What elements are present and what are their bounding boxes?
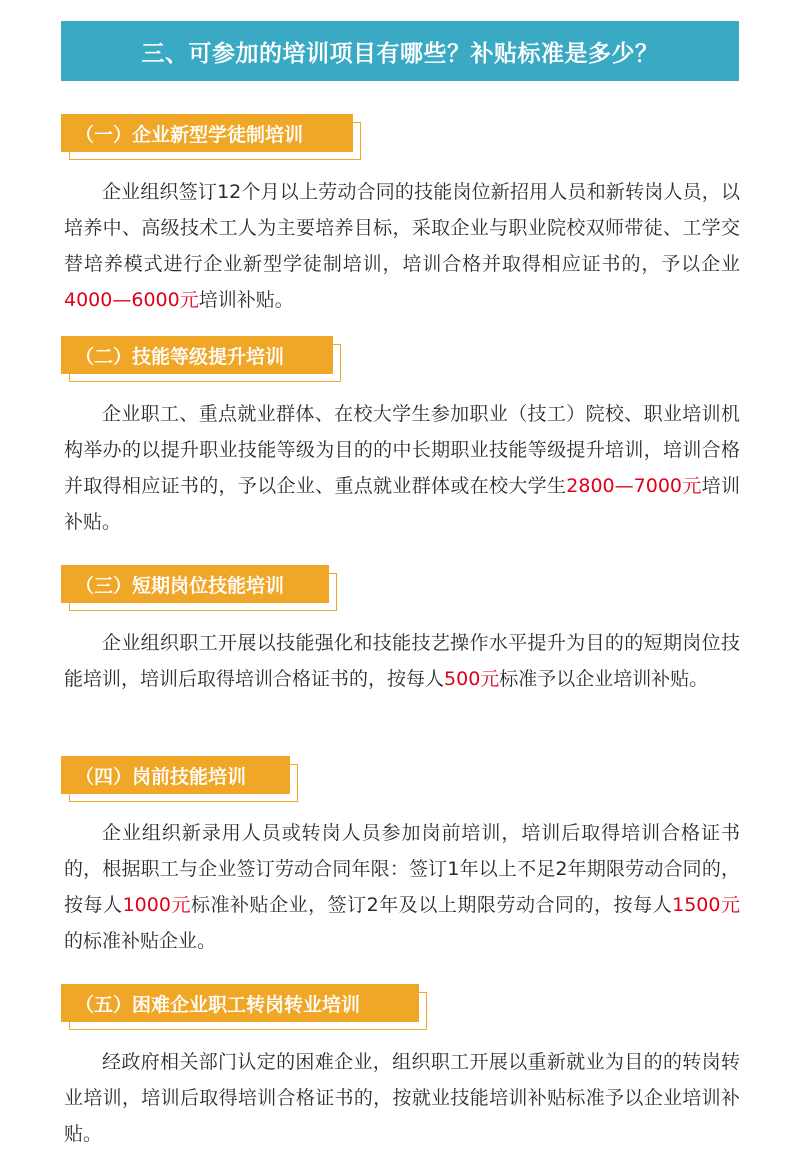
section-heading-label: （二）技能等级提升培训 <box>61 336 333 374</box>
section-paragraph-5: 经政府相关部门认定的困难企业，组织职工开展以重新就业为目的的转岗转业培训，培训后取得培训合格证书的，按就业技能培训补贴标准予以企业培训补贴。 <box>64 1051 740 1145</box>
subsidy-amount-2: 1500元 <box>672 894 741 916</box>
section-heading-5 <box>61 984 419 1022</box>
section-paragraph-4: 企业组织新录用人员或转岗人员参加岗前培训，培训后取得培训合格证书的，根据职工与企业签订劳动合同年限：签订1年以上不足2年期限劳动合同的，按每人1000元标准补贴企业，签订2年及以上期限劳动合同的，按每人1500元的标准补贴企业。 <box>64 822 741 952</box>
page-title: 三、可参加的培训项目有哪些？补贴标准是多少？ <box>141 40 659 67</box>
section-paragraph-3: 企业组织职工开展以技能强化和技能技艺操作水平提升为目的的短期岗位技能培训，培训后取得培训合格证书的，按每人500元标准予以企业培训补贴。 <box>64 632 740 690</box>
section-paragraph-1: 企业组织签订12个月以上劳动合同的技能岗位新招用人员和新转岗人员，以培养中、高级技术工人为主要培养目标，采取企业与职业院校双师带徒、工学交替培养模式进行企业新型学徒制培训，培训合格并取得相应证书的，予以企业4000—6000元培训补贴。 <box>64 181 740 311</box>
section-heading-4 <box>61 756 290 794</box>
subsidy-amount: 500元 <box>444 668 500 690</box>
page-title-banner <box>61 21 739 81</box>
section-heading-2 <box>61 336 333 374</box>
section-heading-label: （四）岗前技能培训 <box>61 756 290 794</box>
subsidy-amount: 2800—7000元 <box>566 475 702 497</box>
section-paragraph-2: 企业职工、重点就业群体、在校大学生参加职业（技工）院校、职业培训机构举办的以提升职业技能等级为目的的中长期职业技能等级提升培训，培训合格并取得相应证书的，予以企业、重点就业群体或在校大学生2800—7000元培训补贴。 <box>64 403 740 533</box>
subsidy-amount: 1000元 <box>122 894 191 916</box>
section-heading-1 <box>61 114 353 152</box>
subsidy-amount: 4000—6000元 <box>64 289 199 311</box>
section-heading-label: （一）企业新型学徒制培训 <box>61 114 353 152</box>
section-heading-label: （三）短期岗位技能培训 <box>61 565 329 603</box>
section-heading-3 <box>61 565 329 603</box>
section-heading-label: （五）困难企业职工转岗转业培训 <box>61 984 419 1022</box>
